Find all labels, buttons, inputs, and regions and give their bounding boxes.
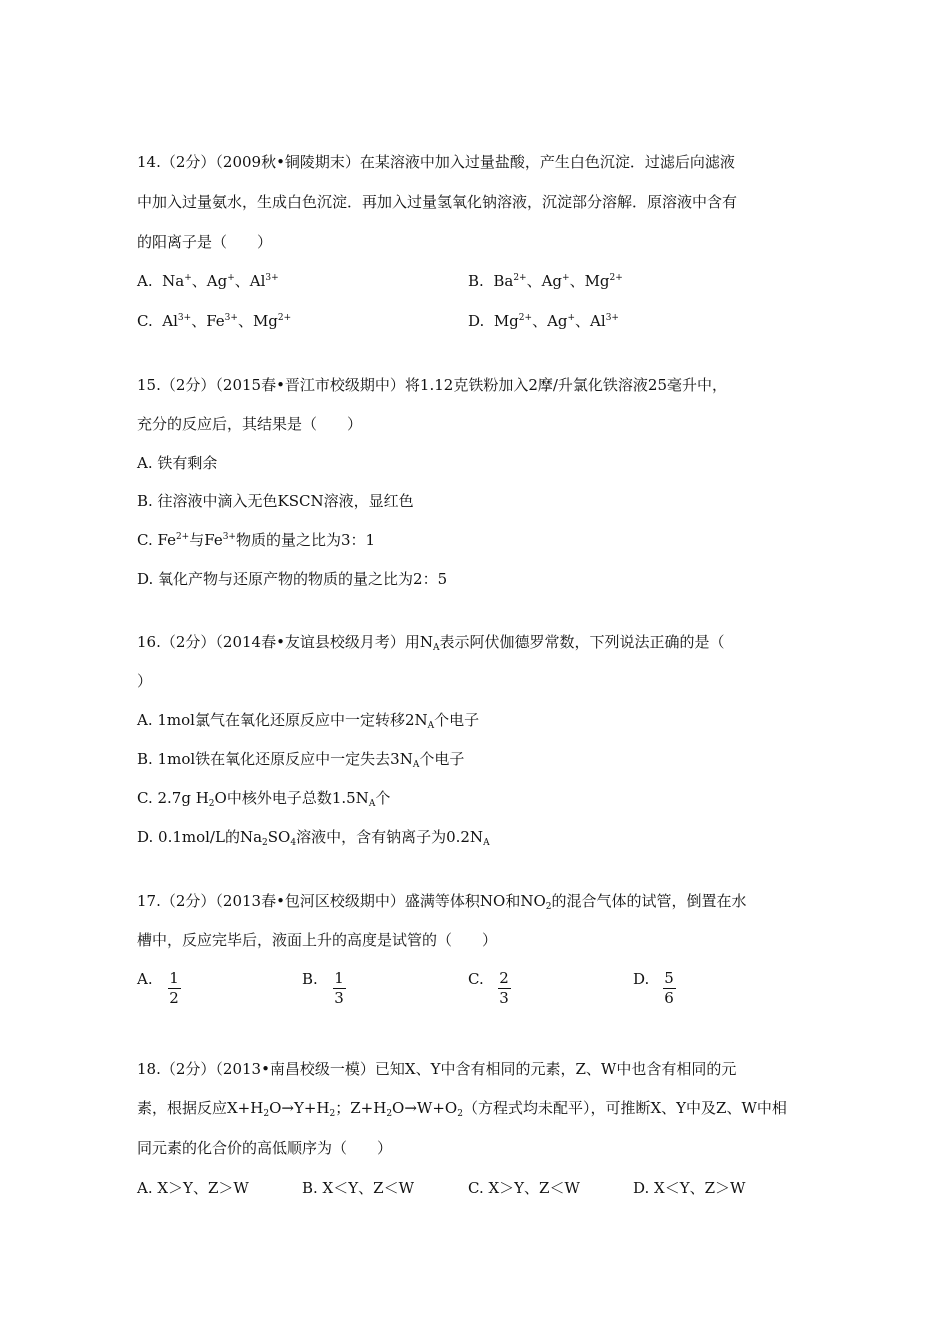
q18-stem-line1: 18.（2分）（2013•南昌校级一模）已知X、Y中含有相同的元素，Z、W中也含有相同的元 <box>137 1060 737 1078</box>
q16-option-c: C. 2.7g $H_2O$中核外电子总数$1.5N_A$个 <box>137 789 391 809</box>
q17-option-b-fraction: 1 3 <box>334 969 344 1007</box>
q17-option-a-fraction: 1 2 <box>169 969 179 1007</box>
q14-option-a: A. Na+、Ag+、$Al^{3+}$ <box>137 272 279 290</box>
q18-option-d: D. X＜Y、Z＞W <box>633 1179 746 1197</box>
q15-option-c: C. $Fe^{2+}$与$Fe^{3+}$物质的量之比为3：1 <box>137 531 376 549</box>
q18-option-a: A. X＞Y、Z＞W <box>137 1179 249 1197</box>
q14-option-c: C. $Al^{3+}$、$Fe^{3+}$、$Mg^{2+}$ <box>137 312 292 330</box>
q14-option-d: D. $Mg^{2+}$、Ag+、$Al^{3+}$ <box>468 312 619 330</box>
q18-stem-line3: 同元素的化合价的高低顺序为（ ） <box>137 1139 393 1157</box>
q16-stem-line2: ） <box>137 672 153 690</box>
q17-option-d-fraction: 5 6 <box>664 969 674 1007</box>
q17-option-c-fraction: 2 3 <box>499 969 509 1007</box>
q17-option-b-label: B. <box>302 970 318 988</box>
q18-option-c: C. X＞Y、Z＜W <box>468 1179 580 1197</box>
q15-option-a: A. 铁有剩余 <box>137 454 218 472</box>
q17-option-c-label: C. <box>468 970 484 988</box>
q14-stem-line1: 14.（2分）（2009秋•铜陵期末）在某溶液中加入过量盐酸，产生白色沉淀．过滤后向滤液 <box>137 153 735 171</box>
q16-option-b: B. 1mol铁在氧化还原反应中一定失去$3N_A$个电子 <box>137 750 465 770</box>
q15-option-d: D. 氧化产物与还原产物的物质的量之比为2：5 <box>137 570 448 588</box>
q17-option-a-label: A. <box>137 970 153 988</box>
q18-stem-line2: 素，根据反应$X+H_2O\to Y+H_2$；$Z+H_2O\to W+O_2$（方程式均未配平），可推断X、Y中及Z、W中相 <box>137 1099 787 1119</box>
q15-option-b: B. 往溶液中滴入无色KSCN溶液，显红色 <box>137 492 414 510</box>
q18-option-b: B. X＜Y、Z＜W <box>302 1179 414 1197</box>
q17-stem-line2: 槽中，反应完毕后，液面上升的高度是试管的（ ） <box>137 931 498 949</box>
q15-stem-line1: 15.（2分）（2015春•晋江市校级期中）将1.12克铁粉加入2摩/升氯化铁溶液25毫升中， <box>137 376 728 394</box>
q14-option-b: B. $Ba^{2+}$、Ag+、$Mg^{2+}$ <box>468 272 623 290</box>
q17-option-d-label: D. <box>633 970 650 988</box>
q14-stem-line2: 中加入过量氨水，生成白色沉淀．再加入过量氢氧化钠溶液，沉淀部分溶解．原溶液中含有 <box>137 193 738 211</box>
q14-stem-line3: 的阳离子是（ ） <box>137 233 273 251</box>
q16-stem-line1: 16.（2分）（2014春•友谊县校级月考）用$N_A$表示阿伏伽德罗常数，下列说法正确的是（ <box>137 633 725 653</box>
q17-stem-line1: 17.（2分）（2013春•包河区校级期中）盛满等体积NO和$NO_2$的混合气体的试管，倒置在水 <box>137 892 747 912</box>
q15-stem-line2: 充分的反应后，其结果是（ ） <box>137 415 363 433</box>
q16-option-d: D. 0.1mol/L的$Na_2SO_4$溶液中，含有钠离子为$0.2N_A$ <box>137 828 490 848</box>
q16-option-a: A. 1mol氯气在氧化还原反应中一定转移$2N_A$个电子 <box>137 711 480 731</box>
